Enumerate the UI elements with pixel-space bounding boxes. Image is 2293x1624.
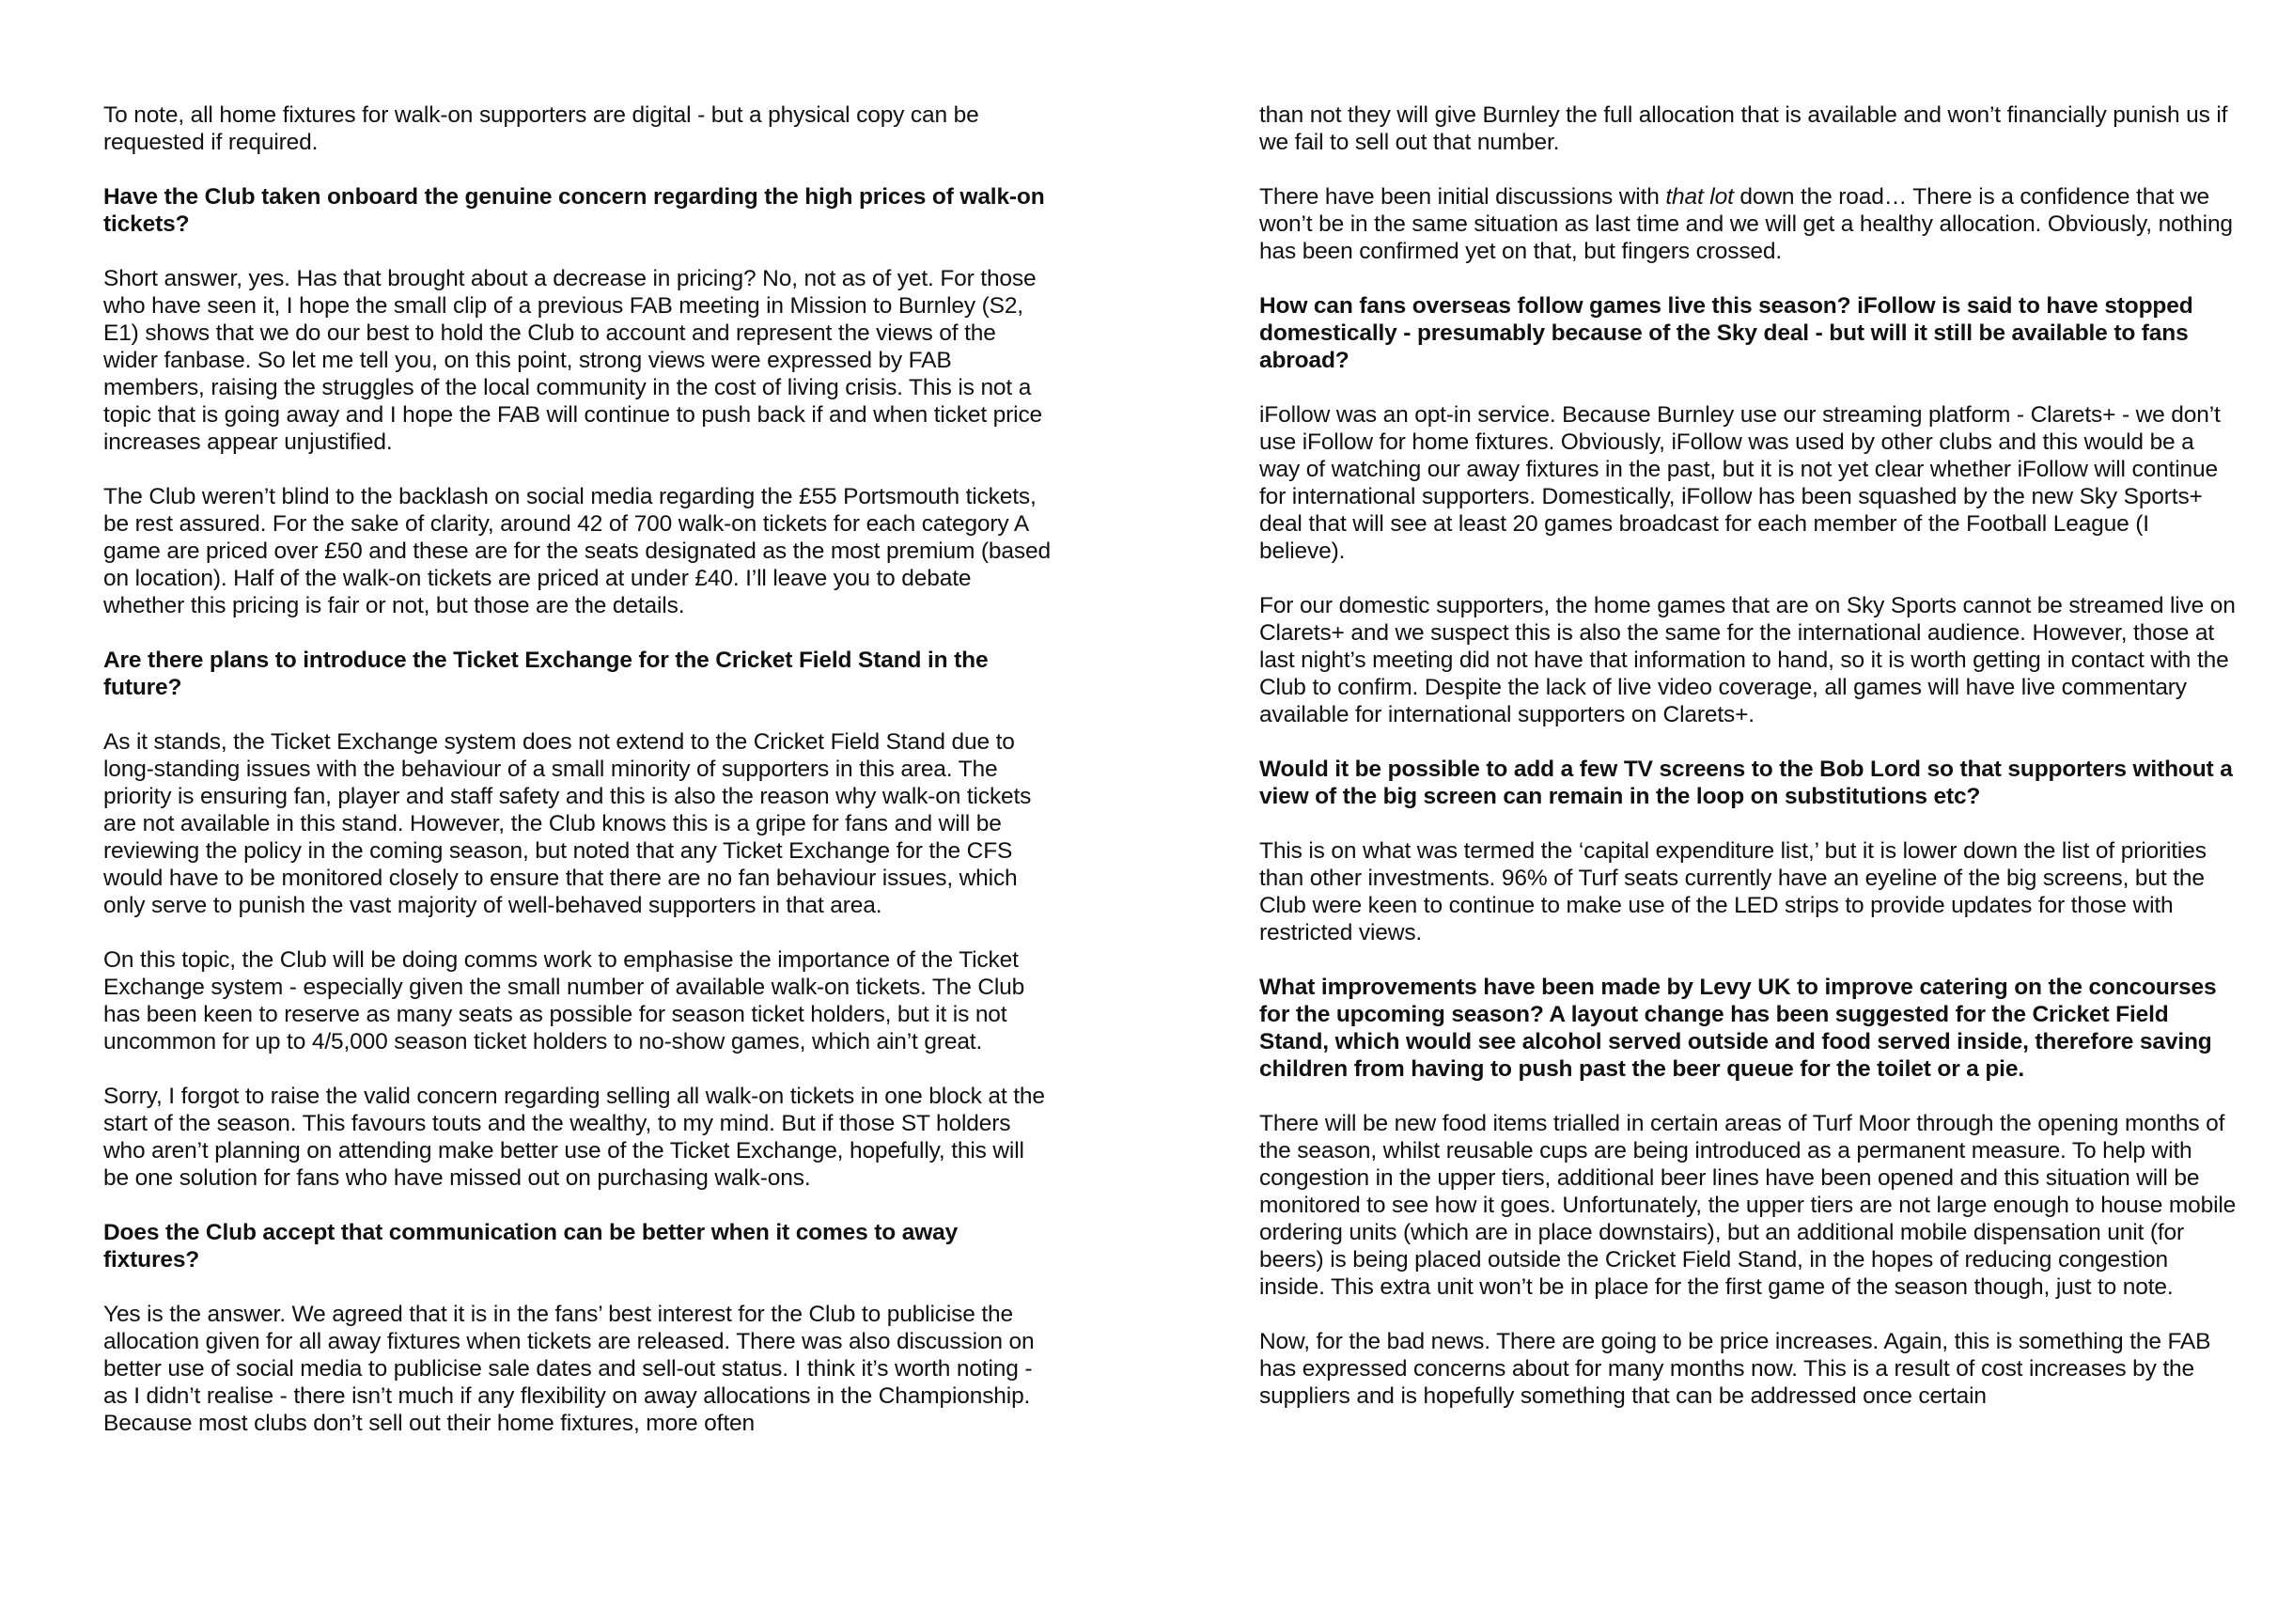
paragraph-price-increases: Now, for the bad news. There are going to be price increases. Again, this is something the FAB has expressed concerns about for many months now. This is a result of cost increases by the suppliers and is hopefully something that can be addressed once certain: [1259, 1329, 2211, 1409]
question-walk-on-prices: Have the Club taken onboard the genuine concern regarding the high prices of walk-on tickets?: [103, 184, 1045, 237]
paragraph-pricing-answer: Short answer, yes. Has that brought about a decrease in pricing? No, not as of yet. For those who have seen it, I hope the small clip of a previous FAB meeting in Mission to Burnley (S2, E1) shows that we do our best to hold the Club to account and represent the views of the wider fanbase. So let me tell you, on this point, strong views were expressed by FAB members, raising the struggles of the local community in the cost of living crisis. This is not a topic that is going away and I hope the FAB will continue to push back if and when ticket price increases appear unjustified.: [103, 266, 1043, 455]
paragraph-food-items: There will be new food items trialled in certain areas of Turf Moor through the opening months of the season, whilst reusable cups are being introduced as a permanent measure. To help with congestion in the upper tiers, additional beer lines have been opened and this situation will be monitored to see how it goes. Unfortunately, the upper tiers are not large enough to house mobile ordering units (which are in place downstairs), but an additional mobile dispensation unit (for beers) is being placed outside the Cricket Field Stand, in the hopes of reducing congestion inside. This extra unit won’t be in place for the first game of the season though, just to note.: [1259, 1111, 2237, 1300]
paragraph-ifollow-answer: iFollow was an opt-in service. Because Burnley use our streaming platform - Clarets+ - we don’t use iFollow for home fixtures. Obviously, iFollow was used by other clubs and this would be a way of watching our away fixtures in the past, but it is not yet clear whether iFollow will continue for international supporters. Domestically, iFollow has been squashed by the new Sky Sports+ deal that will see at least 20 games broadcast for each member of the Football League (I believe).: [1259, 402, 2221, 564]
paragraph-digital-fixtures: To note, all home fixtures for walk-on supporters are digital - but a physical copy can be requested if required.: [103, 102, 979, 155]
paragraph-domestic-supporters: For our domestic supporters, the home games that are on Sky Sports cannot be streamed live on Clarets+ and we suspect this is also the same for the international audience. However, those at last night’s meeting did not have that information to hand, so it is worth getting in contact with the Club to confirm. Despite the lack of live video coverage, all games will have live commentary available for international supporters on Clarets+.: [1259, 593, 2236, 727]
italic-that-lot: that lot: [1665, 184, 1734, 210]
paragraph-portsmouth-tickets: The Club weren’t blind to the backlash on social media regarding the £55 Portsmouth tickets, be rest assured. For the sake of clarity, around 42 of 700 walk-on tickets for each category A game are priced over £50 and these are for the seats designated as the most premium (based on location). Half of the walk-on tickets are priced at under £40. I’ll leave you to debate whether this pricing is fair or not, but those are the details.: [103, 484, 1051, 618]
text-segment: down the road… There is a confidence that we won’t be in the same situation as last time and we will get a healthy allocation. Obviously, nothing has been confirmed yet on that, but fingers crossed.: [1259, 184, 2233, 264]
question-catering-improvements: What improvements have been made by Levy UK to improve catering on the concourses for the upcoming season? A layout change has been suggested for the Cricket Field Stand, which would see alcohol served outside and food served inside, therefore saving children from having to push past the beer queue for the toilet or a pie.: [1259, 975, 2217, 1082]
paragraph-allocation-continued: than not they will give Burnley the full allocation that is available and won’t financially punish us if we fail to sell out that number.: [1259, 102, 2228, 155]
question-away-communication: Does the Club accept that communication can be better when it comes to away fixtures?: [103, 1220, 959, 1273]
paragraph-capital-expenditure: This is on what was termed the ‘capital expenditure list,’ but it is lower down the list of priorities than other investments. 96% of Turf seats currently have an eyeline of the big screens, but the Club were keen to continue to make use of the LED strips to provide updates for those with restricted views.: [1259, 838, 2207, 945]
paragraph-away-allocation: Yes is the answer. We agreed that it is in the fans’ best interest for the Club to publicise the allocation given for all away fixtures when tickets are released. There was also discussion on better use of social media to publicise sale dates and sell-out status. I think it’s worth noting - as I didn’t realise - there isn’t much if any flexibility on away allocations in the Championship. Because most clubs don’t sell out their home fixtures, more often: [103, 1302, 1035, 1436]
question-tv-screens: Would it be possible to add a few TV screens to the Bob Lord so that supporters without a view of the big screen can remain in the loop on substitutions etc?: [1259, 757, 2233, 809]
paragraph-ticket-exchange-answer: As it stands, the Ticket Exchange system does not extend to the Cricket Field Stand due to long-standing issues with the behaviour of a small minority of supporters in this area. The priority is ensuring fan, player and staff safety and this is also the reason why walk-on tickets are not available in this stand. However, the Club knows this is a gripe for fans and will be reviewing the policy in the coming season, but noted that any Ticket Exchange for the CFS would have to be monitored closely to ensure that there are no fan behaviour issues, which only serve to punish the vast majority of well-behaved supporters in that area.: [103, 729, 1032, 918]
question-ticket-exchange-cfs: Are there plans to introduce the Ticket Exchange for the Cricket Field Stand in the future?: [103, 648, 989, 700]
paragraph-comms-work: On this topic, the Club will be doing comms work to emphasise the importance of the Ticket Exchange system - especially given the small number of available walk-on tickets. The Club has been keen to reserve as many seats as possible for season ticket holders, but it is not uncommon for up to 4/5,000 season ticket holders to no-show games, which ain’t great.: [103, 947, 1025, 1054]
text-segment: There have been initial discussions with: [1259, 184, 1666, 210]
paragraph-initial-discussions: [1259, 183, 2237, 265]
right-page: [1146, 0, 2293, 1624]
left-page: [0, 0, 1146, 1624]
question-overseas-streaming: How can fans overseas follow games live this season? iFollow is said to have stopped domestically - presumably because of the Sky deal - but will it still be available to fans abroad?: [1259, 293, 2193, 373]
paragraph-walk-on-block: Sorry, I forgot to raise the valid concern regarding selling all walk-on tickets in one block at the start of the season. This favours touts and the wealthy, to my mind. But if those ST holders who aren’t planning on attending make better use of the Ticket Exchange, hopefully, this will be one solution for fans who have missed out on purchasing walk-ons.: [103, 1084, 1045, 1191]
